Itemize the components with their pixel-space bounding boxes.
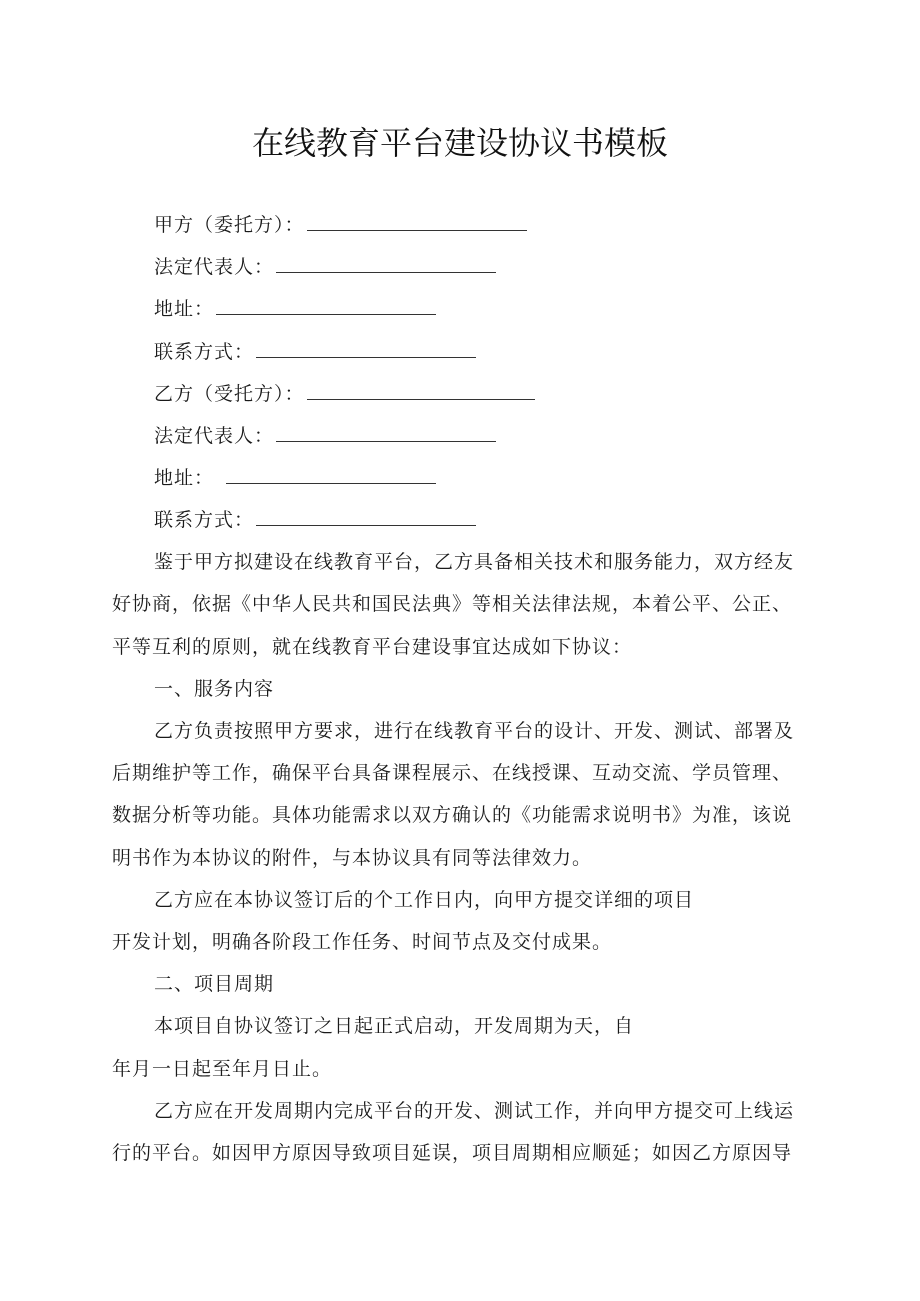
party-b-rep-line bbox=[154, 423, 496, 449]
party-a-rep-line bbox=[154, 254, 496, 280]
party-b-rep-label: 法定代表人： bbox=[154, 425, 275, 447]
section-1-p1-line-1: 乙方负责按照甲方要求，进行在线教育平台的设计、开发、测试、部署及 bbox=[154, 720, 795, 742]
party-a-rep-label: 法定代表人： bbox=[154, 256, 275, 278]
section-1-heading: 一、服务内容 bbox=[154, 678, 275, 700]
party-a-blank[interactable] bbox=[307, 212, 527, 231]
preamble-line-3: 平等互利的原则，就在线教育平台建设事宜达成如下协议： bbox=[112, 636, 633, 658]
party-a-line bbox=[154, 212, 527, 238]
section-1-p1-line-2: 后期维护等工作，确保平台具备课程展示、在线授课、互动交流、学员管理、 bbox=[112, 762, 793, 784]
party-a-contact-line bbox=[154, 339, 476, 365]
party-b-line bbox=[154, 381, 535, 407]
section-2-p2-line-2: 行的平台。如因甲方原因导致项目延误，项目周期相应顺延；如因乙方原因导 bbox=[112, 1142, 793, 1164]
party-b-rep-blank[interactable] bbox=[276, 423, 496, 442]
section-2-p1-line-2: 年月一日起至年月日止。 bbox=[112, 1058, 333, 1080]
party-a-rep-blank[interactable] bbox=[276, 254, 496, 273]
party-b-contact-line bbox=[154, 507, 476, 533]
party-a-contact-blank[interactable] bbox=[256, 339, 476, 358]
party-a-contact-label: 联系方式： bbox=[154, 341, 255, 363]
party-b-address-line bbox=[154, 465, 436, 491]
preamble-line-1: 鉴于甲方拟建设在线教育平台，乙方具备相关技术和服务能力，双方经友 bbox=[154, 551, 795, 573]
section-2-heading: 二、项目周期 bbox=[154, 973, 275, 995]
party-a-address-line bbox=[154, 296, 436, 322]
section-1-p2-line-1: 乙方应在本协议签订后的个工作日内，向甲方提交详细的项目 bbox=[154, 889, 695, 911]
preamble-line-2: 好协商，依据《中华人民共和国民法典》等相关法律法规，本着公平、公正、 bbox=[112, 593, 793, 615]
party-b-contact-blank[interactable] bbox=[256, 507, 476, 526]
party-a-address-blank[interactable] bbox=[216, 296, 436, 315]
party-b-contact-label: 联系方式： bbox=[154, 509, 255, 531]
section-1-p2-line-2: 开发计划，明确各阶段工作任务、时间节点及交付成果。 bbox=[112, 931, 613, 953]
section-2-p2-line-1: 乙方应在开发周期内完成平台的开发、测试工作，并向甲方提交可上线运 bbox=[154, 1100, 795, 1122]
page-title: 在线教育平台建设协议书模板 bbox=[251, 124, 668, 162]
party-b-address-blank[interactable] bbox=[226, 465, 436, 484]
section-1-p1-line-3: 数据分析等功能。具体功能需求以双方确认的《功能需求说明书》为准，该说 bbox=[112, 804, 793, 826]
party-a-address-label: 地址： bbox=[154, 298, 215, 320]
party-b-blank[interactable] bbox=[307, 381, 535, 400]
party-b-address-label: 地址： bbox=[154, 467, 215, 489]
party-b-label: 乙方（受托方）： bbox=[154, 383, 305, 405]
section-1-p1-line-4: 明书作为本协议的附件，与本协议具有同等法律效力。 bbox=[112, 847, 593, 869]
section-2-p1-line-1: 本项目自协议签订之日起正式启动，开发周期为天，自 bbox=[154, 1015, 635, 1037]
party-a-label: 甲方（委托方）： bbox=[154, 214, 305, 236]
